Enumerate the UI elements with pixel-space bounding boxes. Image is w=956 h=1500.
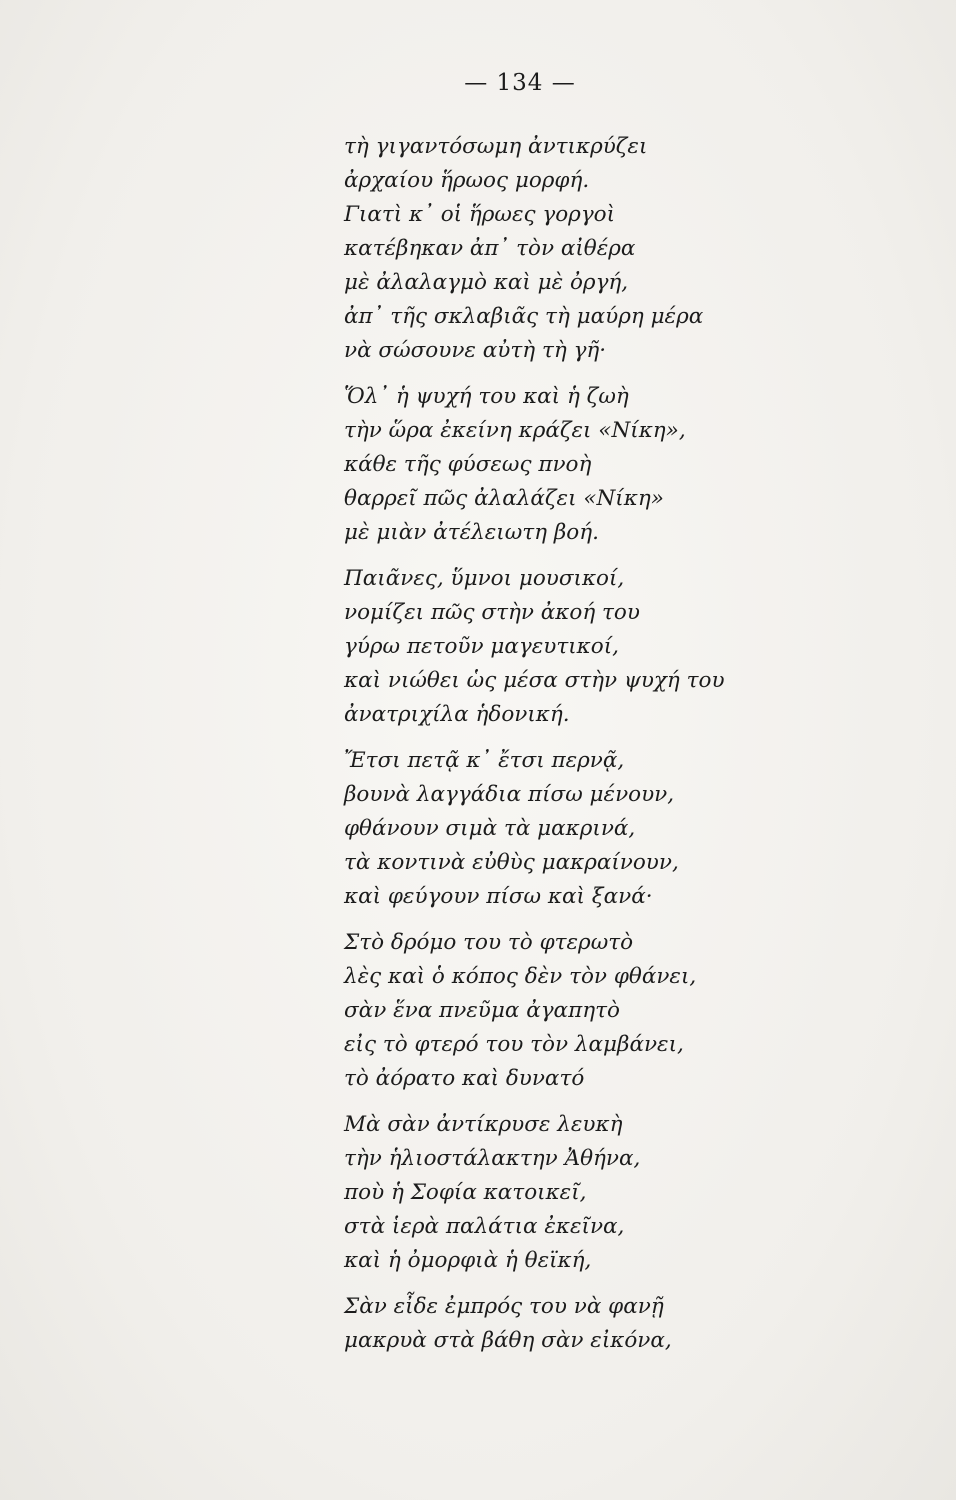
poem-line: ἀρχαίου ἥρωος μορφή. [344, 168, 590, 193]
poem-line: εἰς τὸ φτερό του τὸν λαμβάνει, [344, 1032, 684, 1057]
poem-line: Σὰν εἶδε ἐμπρός του νὰ φανῇ [344, 1294, 664, 1319]
stanza-gap [344, 1278, 944, 1290]
stanza-gap [344, 368, 944, 380]
poem-line: καὶ ἡ ὀμορφιὰ ἡ θεϊκή, [344, 1248, 592, 1273]
poem-line: Ὅλ᾿ ἡ ψυχή του καὶ ἡ ζωὴ [344, 384, 629, 409]
stanza-gap [344, 550, 944, 562]
poem-line: τὸ ἀόρατο καὶ δυνατό [344, 1066, 585, 1091]
poem-line: μακρυὰ στὰ βάθη σὰν εἰκόνα, [344, 1328, 672, 1353]
poem-line: γύρω πετοῦν μαγευτικοί, [344, 634, 619, 659]
poem-line: καὶ νιώθει ὡς μέσα στὴν ψυχή του [344, 668, 725, 693]
poem-text [344, 130, 944, 1358]
poem-line: νομίζει πῶς στὴν ἀκοή του [344, 600, 640, 625]
poem-line: θαρρεῖ πῶς ἀλαλάζει «Νίκη» [344, 486, 664, 511]
stanza-4 [344, 744, 944, 914]
poem-line: καὶ φεύγουν πίσω καὶ ξανά· [344, 884, 653, 909]
poem-line: ἀνατριχίλα ἡδονική. [344, 702, 570, 727]
poem-line: μὲ μιὰν ἀτέλειωτη βοή. [344, 520, 599, 545]
poem-line: τὰ κοντινὰ εὐθὺς μακραίνουν, [344, 850, 679, 875]
poem-line: ποὺ ἡ Σοφία κατοικεῖ, [344, 1180, 587, 1205]
poem-line: τὴν ὥρα ἐκείνη κράζει «Νίκη», [344, 418, 686, 443]
stanza-gap [344, 1096, 944, 1108]
poem-line: μὲ ἀλαλαγμὸ καὶ μὲ ὀργή, [344, 270, 629, 295]
poem-line: Στὸ δρόμο του τὸ φτερωτὸ [344, 930, 634, 955]
poem-line: τὴν ἡλιοστάλακτην Ἀθήνα, [344, 1146, 641, 1171]
poem-line: στὰ ἱερὰ παλάτια ἐκεῖνα, [344, 1214, 625, 1239]
poem-line: Ἔτσι πετᾷ κ᾿ ἔτσι περνᾷ, [344, 748, 625, 773]
stanza-gap [344, 914, 944, 926]
stanza-3 [344, 562, 944, 732]
stanza-2 [344, 380, 944, 550]
poem-line: σὰν ἕνα πνεῦμα ἀγαπητὸ [344, 998, 620, 1023]
poem-line: ἀπ᾿ τῆς σκλαβιᾶς τὴ μαύρη μέρα [344, 304, 704, 329]
stanza-gap [344, 732, 944, 744]
stanza-6 [344, 1108, 944, 1278]
poem-line: κάθε τῆς φύσεως πνοὴ [344, 452, 592, 477]
poem-line: νὰ σώσουνε αὐτὴ τὴ γῆ· [344, 338, 607, 363]
poem-line: φθάνουν σιμὰ τὰ μακρινά, [344, 816, 636, 841]
poem-line: τὴ γιγαντόσωμη ἀντικρύζει [344, 134, 648, 159]
stanza-1 [344, 130, 944, 368]
stanza-7 [344, 1290, 944, 1358]
poem-line: βουνὰ λαγγάδια πίσω μένουν, [344, 782, 675, 807]
poem-line: κατέβηκαν ἀπ᾿ τὸν αἰθέρα [344, 236, 636, 261]
page-number: — 134 — [464, 70, 576, 96]
poem-line: Μὰ σὰν ἀντίκρυσε λευκὴ [344, 1112, 623, 1137]
poem-line: Γιατὶ κ᾿ οἱ ἥρωες γοργοὶ [344, 202, 616, 227]
stanza-5 [344, 926, 944, 1096]
poem-line: λὲς καὶ ὁ κόπος δὲν τὸν φθάνει, [344, 964, 697, 989]
poem-line: Παιᾶνες, ὕμνοι μουσικοί, [344, 566, 625, 591]
